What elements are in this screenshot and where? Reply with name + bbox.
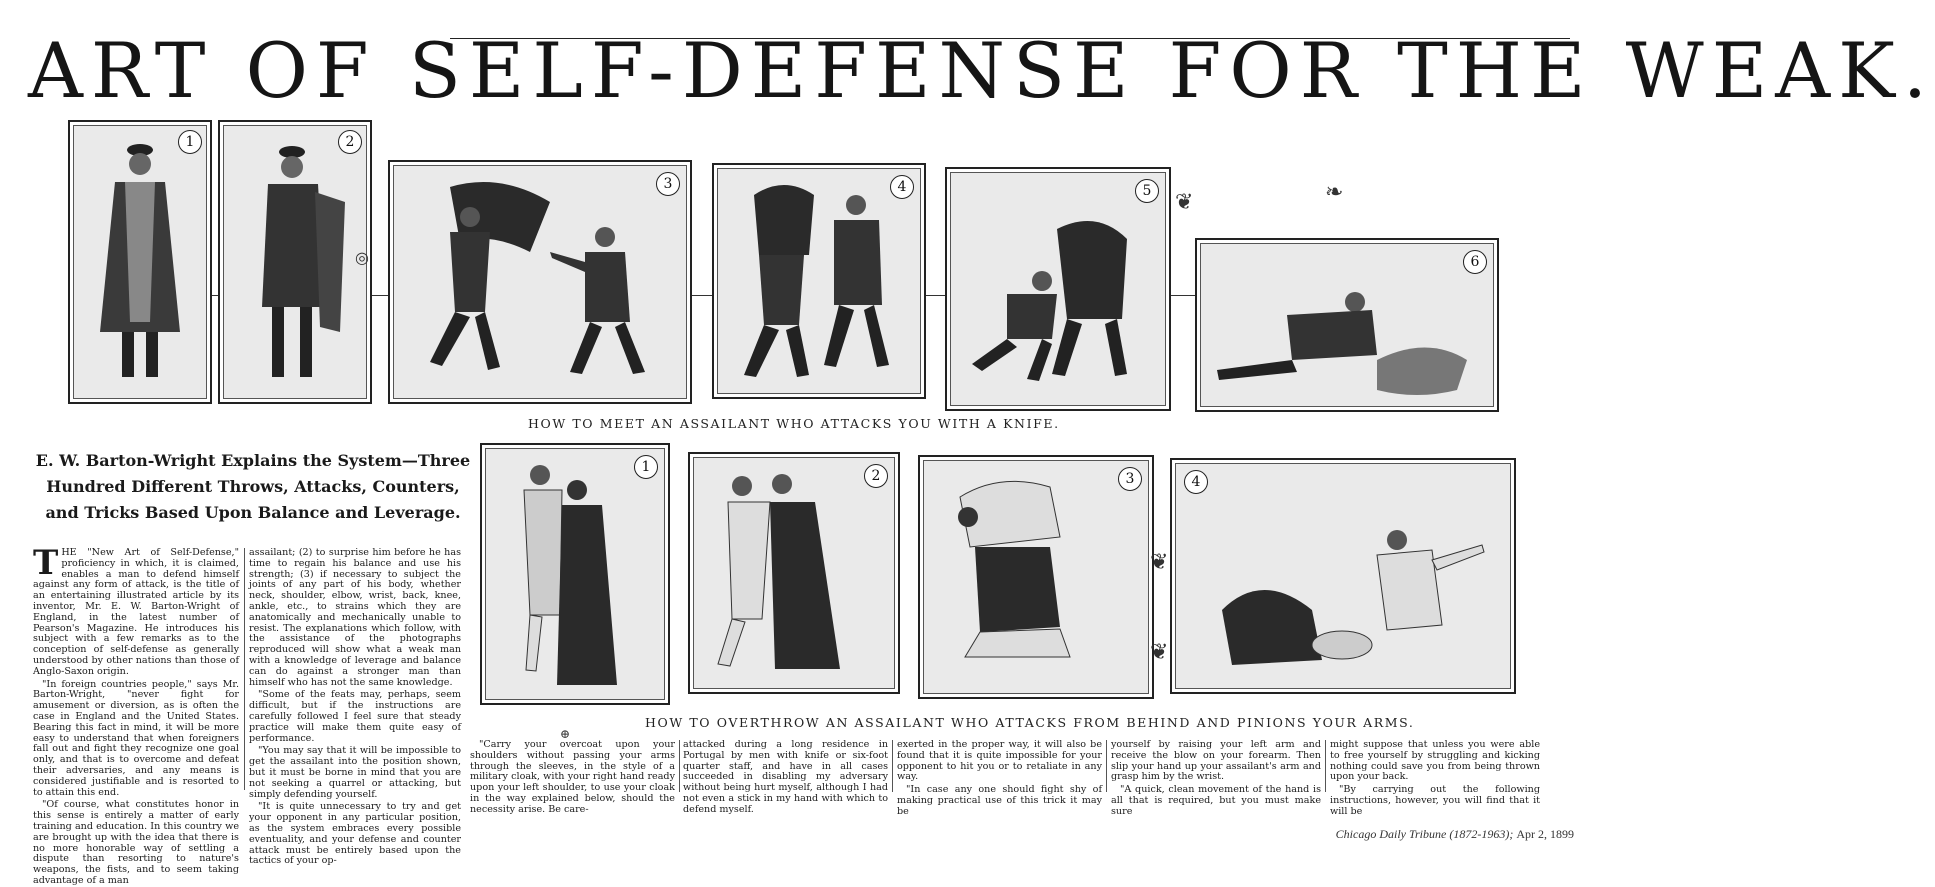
column-rule: [679, 740, 680, 792]
article-column-2: [249, 547, 461, 867]
paragraph: "A quick, clean movement of the hand is all that is required, but you must make sure: [1111, 784, 1321, 817]
paragraph: "You may say that it will be impossible to get the assailant into the position shown, but it must be borne in mind that you are not seeking a quarrel or attacking, but simply defending yourself.: [249, 745, 461, 800]
paragraph: might suppose that unless you were able to free yourself by struggling and kicking nothing could save you from being thrown upon your back.: [1330, 739, 1540, 783]
panel-number: 3: [1118, 467, 1142, 491]
paragraph: "By carrying out the following instructions, however, you will find that it will be: [1330, 784, 1540, 817]
photo-panel-top-6: [1195, 238, 1499, 412]
paragraph: attacked during a long residence in Portugal by men with knife or six-foot quarter staff, and have in all cases succeeded in disabling my adversary without being hurt myself, although I had not even a stick in my hand with which to defend myself.: [683, 739, 888, 815]
paragraph: "Carry your overcoat upon your shoulders without passing your arms through the sleeves, in the style of a military cloak, with your right hand ready upon your left shoulder, to use your cloak in the way explained below, should the necessity arise. Be care-: [470, 739, 675, 815]
column-rule: [244, 548, 245, 790]
decorative-scroll-icon: ❦: [1150, 640, 1169, 665]
paragraph: yourself by raising your left arm and receive the blow on your forearm. Then slip your hand up your assailant's arm and grasp him by the wrist.: [1111, 739, 1321, 783]
figure-illustration: [390, 162, 690, 402]
source-credit: [1336, 827, 1574, 842]
drop-cap: T: [33, 543, 59, 583]
article-column-3: [470, 739, 675, 815]
column-rule: [1106, 740, 1107, 792]
caption-bottom: HOW TO OVERTHROW AN ASSAILANT WHO ATTACKS FROM BEHIND AND PINIONS YOUR ARMS.: [645, 715, 1415, 730]
column-rule: [1325, 740, 1326, 792]
article-column-5: [897, 739, 1102, 817]
panel-number: 6: [1463, 250, 1487, 274]
paragraph: exerted in the proper way, it will also be found that it is quite impossible for your opponent to hit you or to retaliate in any way.: [897, 739, 1102, 783]
photo-panel-top-3: [388, 160, 692, 404]
figure-illustration: [220, 122, 370, 402]
photo-panel-top-2: [218, 120, 372, 404]
caption-top: HOW TO MEET AN ASSAILANT WHO ATTACKS YOU WITH A KNIFE.: [528, 416, 1060, 431]
photo-panel-top-5: [945, 167, 1171, 411]
paragraph: "Of course, what constitutes honor in this sense is entirely a matter of early training and education. In this country we are brought up with the idea that there is no more honorable way of settling a dispute than resorting to nature's weapons, the fists, and to seem taking advantage of a man: [33, 799, 239, 886]
panel-number: 2: [338, 130, 362, 154]
article-column-1: [33, 543, 239, 886]
photo-panel-bottom-3: [918, 455, 1154, 699]
subhead: E. W. Barton-Wright Explains the System—Three Hundred Different Throws, Attacks, Counters, and Tricks Based Upon Balance and Leverage.: [35, 451, 471, 522]
panel-number: 3: [656, 172, 680, 196]
paragraph: "In case any one should fight shy of making practical use of this trick it may be: [897, 784, 1102, 817]
credit-date: Apr 2, 1899: [1516, 827, 1574, 841]
decorative-rosette-icon: ◎: [355, 248, 369, 267]
panel-number: 5: [1135, 179, 1159, 203]
photo-panel-bottom-2: [688, 452, 900, 694]
column-rule: [892, 740, 893, 792]
figure-illustration: [714, 165, 924, 397]
panel-number: 1: [178, 130, 202, 154]
figure-illustration: [947, 169, 1169, 409]
figure-illustration: [1172, 460, 1514, 692]
article-column-4: [683, 739, 888, 815]
paragraph: "It is quite unnecessary to try and get your opponent in any particular position, as the system embraces every possible eventuality, and your defense and counter attack must be entirely based upon the tactics of your op-: [249, 801, 461, 867]
credit-source: Chicago Daily Tribune (1872-1963);: [1335, 827, 1514, 841]
photo-panel-top-1: [68, 120, 212, 404]
article-column-6: [1111, 739, 1321, 817]
figure-illustration: [690, 454, 898, 692]
photo-panel-bottom-1: [480, 443, 670, 705]
paragraph: HE "New Art of Self-Defense," proficiency in which, it is claimed, enables a man to defend himself against any form of attack, is the title of an entertaining illustrated article by its inventor, Mr. E. W. Barton-Wright of England, in the latest number of Pearson's Magazine. He introduces his subject with a few remarks as to the conception of self-defense as generally understood by other nations than those of Anglo-Saxon origin.: [33, 547, 239, 677]
photo-panel-bottom-4: [1170, 458, 1516, 694]
panel-number: 2: [864, 464, 888, 488]
photo-panel-top-4: [712, 163, 926, 399]
decorative-divider-icon: ⊕: [560, 727, 571, 741]
decorative-scroll-icon: ❦: [1175, 190, 1194, 215]
paragraph: "Some of the feats may, perhaps, seem difficult, but if the instructions are carefully followed I feel sure that steady practice will make them quite easy of performance.: [249, 689, 461, 744]
panel-number: 4: [1184, 470, 1208, 494]
panel-number: 1: [634, 455, 658, 479]
article-column-7: [1330, 739, 1540, 817]
figure-illustration: [1197, 240, 1497, 410]
figure-illustration: [920, 457, 1152, 697]
decorative-flourish-icon: ❧: [1325, 180, 1344, 205]
paragraph: assailant; (2) to surprise him before he has time to regain his balance and use his strength; (3) if necessary to subject the joints of any part of his body, whether neck, shoulder, elbow, wrist, back, knee, ankle, etc., to strains which they are anatomically and mechanically unable to resist. The explanations which follow, with the assistance of the photographs reproduced will show what a weak man with a knowledge of leverage and balance can do against a stronger man than himself who has not the same knowledge.: [249, 547, 461, 688]
headline: ART OF SELF-DEFENSE FOR THE WEAK.: [28, 26, 1935, 115]
panel-number: 4: [890, 175, 914, 199]
paragraph: "In foreign countries people," says Mr. Barton-Wright, "never fight for amusement or diversion, as is often the case in England and the United States. Bearing this fact in mind, it will be more easy to understand that when foreigners fall out and fight they recognize one goal only, and that is to overcome and defeat their adversaries, and any means is considered justifiable and is resorted to to attain this end.: [33, 678, 239, 798]
figure-illustration: [482, 445, 668, 703]
decorative-scroll-icon: ❦: [1150, 550, 1169, 575]
figure-illustration: [70, 122, 210, 402]
